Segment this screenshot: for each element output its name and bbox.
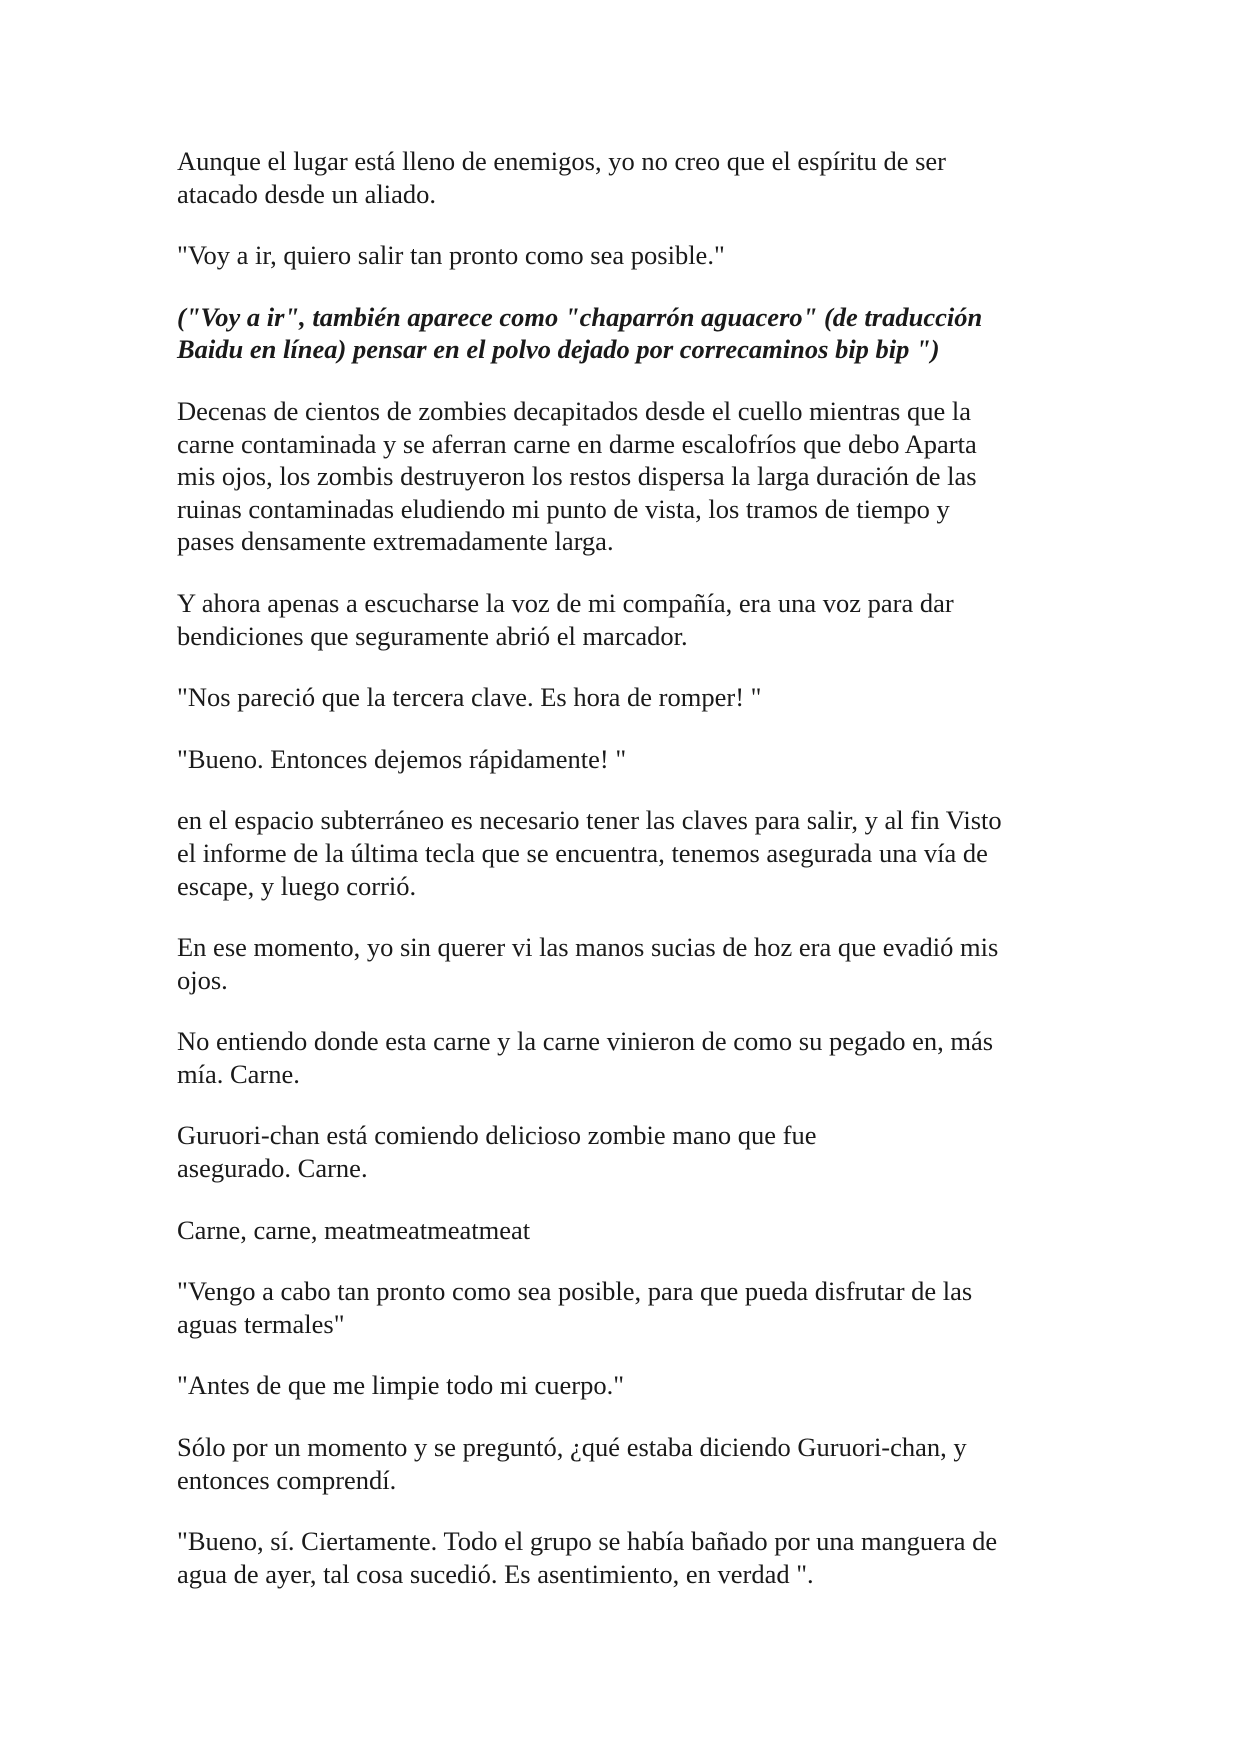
text-line: atacado desde un aliado. xyxy=(177,178,436,209)
text-line: asegurado. Carne. xyxy=(177,1153,368,1184)
text-line: mis ojos, los zombis destruyeron los restos dispersa la larga duración de las xyxy=(177,461,977,492)
text-line: "Bueno, sí. Ciertamente. Todo el grupo se había bañado por una manguera de xyxy=(177,1526,998,1557)
text-paragraph xyxy=(177,743,1077,776)
text-paragraph xyxy=(177,239,1077,272)
text-line: "Bueno. Entonces dejemos rápidamente! " xyxy=(177,743,627,774)
text-line: Decenas de cientos de zombies decapitados desde el cuello mientras que la xyxy=(177,395,971,426)
text-paragraph xyxy=(177,1431,1077,1496)
text-line: ruinas contaminadas eludiendo mi punto de vista, los tramos de tiempo y xyxy=(177,493,950,524)
text-paragraph xyxy=(177,1525,1077,1590)
text-line: carne contaminada y se aferran carne en darme escalofríos que debo Aparta xyxy=(177,428,977,459)
text-paragraph xyxy=(177,931,1077,996)
text-line: No entiendo donde esta carne y la carne vinieron de como su pegado en, más xyxy=(177,1026,994,1057)
text-paragraph xyxy=(177,145,1077,210)
text-line: aguas termales" xyxy=(177,1308,345,1339)
text-line: agua de ayer, tal cosa sucedió. Es asentimiento, en verdad ". xyxy=(177,1558,814,1589)
text-line: en el espacio subterráneo es necesario tener las claves para salir, y al fin Visto xyxy=(177,805,1002,836)
text-line: "Antes de que me limpie todo mi cuerpo." xyxy=(177,1370,625,1401)
text-line: Y ahora apenas a escucharse la voz de mi compañía, era una voz para dar xyxy=(177,587,954,618)
text-line: Aunque el lugar está lleno de enemigos, yo no creo que el espíritu de ser xyxy=(177,146,946,176)
text-paragraph xyxy=(177,587,1077,652)
text-line: Baidu en línea) pensar en el polvo dejado por correcaminos bip bip ") xyxy=(177,334,940,365)
text-line: "Voy a ir, quiero salir tan pronto como sea posible." xyxy=(177,240,725,271)
text-paragraph xyxy=(177,1275,1077,1340)
text-line: el informe de la última tecla que se encuentra, tenemos asegurada una vía de xyxy=(177,837,988,868)
text-line: Guruori-chan está comiendo delicioso zombie mano que fue xyxy=(177,1120,817,1151)
text-line: ("Voy a ir", también aparece como "chaparrón aguacero" (de traducción xyxy=(177,301,983,332)
text-line: mía. Carne. xyxy=(177,1058,300,1089)
text-line: entonces comprendí. xyxy=(177,1464,397,1495)
document-body xyxy=(177,145,1077,1619)
text-line: "Vengo a cabo tan pronto como sea posible, para que pueda disfrutar de las xyxy=(177,1276,973,1307)
text-line: pases densamente extremadamente larga. xyxy=(177,526,614,557)
text-line: escape, y luego corrió. xyxy=(177,870,417,901)
text-paragraph xyxy=(177,1369,1077,1402)
text-paragraph xyxy=(177,1214,1077,1247)
text-paragraph xyxy=(177,395,1077,558)
text-line: Sólo por un momento y se preguntó, ¿qué estaba diciendo Guruori-chan, y xyxy=(177,1432,967,1463)
text-line: ojos. xyxy=(177,964,228,995)
text-paragraph xyxy=(177,1025,1077,1090)
text-paragraph xyxy=(177,1119,1077,1184)
text-line: "Nos pareció que la tercera clave. Es hora de romper! " xyxy=(177,682,762,713)
text-paragraph xyxy=(177,681,1077,714)
text-line: En ese momento, yo sin querer vi las manos sucias de hoz era que evadió mis xyxy=(177,932,999,963)
text-paragraph xyxy=(177,804,1077,902)
text-line: Carne, carne, meatmeatmeatmeat xyxy=(177,1214,531,1245)
translator-note-paragraph xyxy=(177,301,1077,366)
text-line: bendiciones que seguramente abrió el marcador. xyxy=(177,620,688,651)
